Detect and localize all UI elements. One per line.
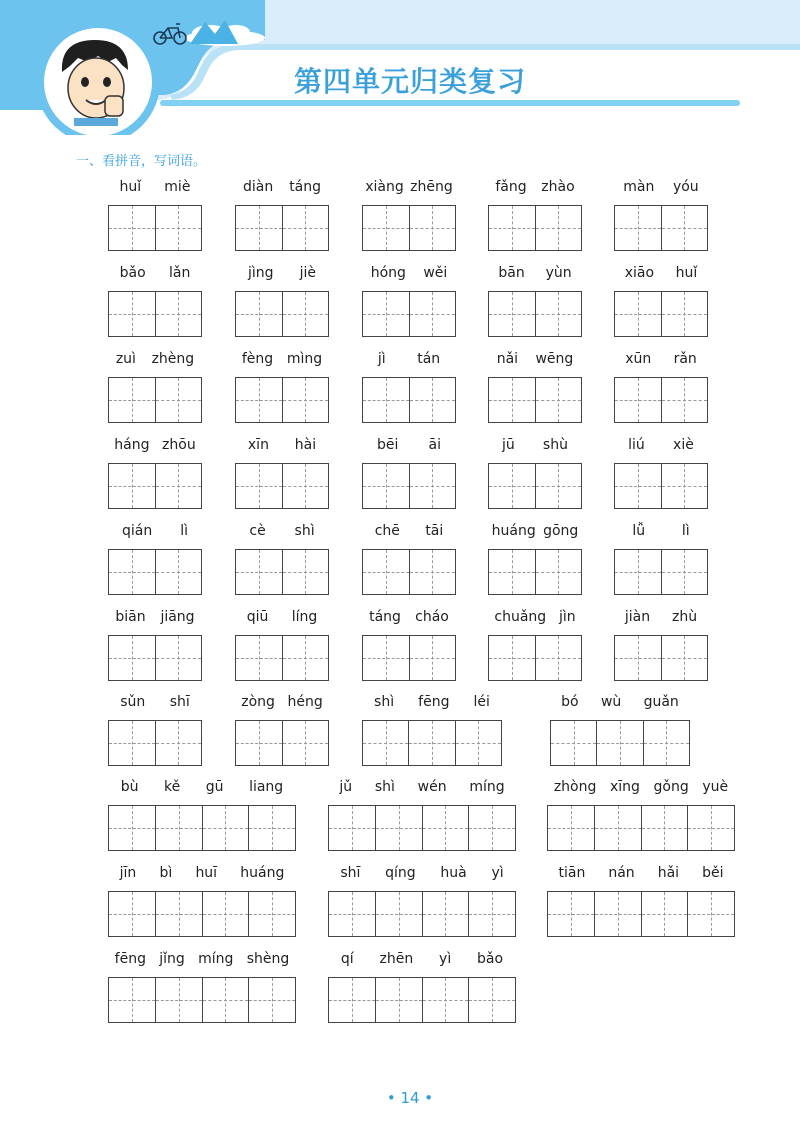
pinyin-label [328, 863, 516, 883]
tianzige-cell[interactable] [236, 464, 282, 508]
tianzige-cell[interactable] [548, 806, 594, 850]
tianzige-cell[interactable] [202, 978, 249, 1022]
tianzige-cell[interactable] [236, 292, 282, 336]
pinyin-label [550, 692, 690, 712]
tianzige-cell[interactable] [661, 464, 708, 508]
pinyin-syllable: hǎi [657, 865, 680, 881]
pinyin-label [488, 263, 582, 283]
pinyin-syllable: míng [469, 779, 505, 795]
pinyin-syllable: diàn [242, 179, 274, 195]
tianzige-cell[interactable] [363, 636, 409, 680]
pinyin-syllable: mìng [286, 351, 323, 367]
writing-box[interactable] [362, 635, 456, 681]
pinyin-syllable: jiàn [624, 609, 651, 625]
tianzige-cell[interactable] [363, 550, 409, 594]
writing-box[interactable] [362, 205, 456, 251]
pinyin-syllable: jǐng [159, 951, 185, 967]
pinyin-syllable: xiāo [624, 265, 655, 281]
tianzige-cell[interactable] [489, 550, 535, 594]
tianzige-cell[interactable] [329, 806, 375, 850]
pinyin-syllable: lǎn [169, 265, 191, 281]
tianzige-cell[interactable] [202, 806, 249, 850]
pinyin-syllable: léi [473, 694, 490, 710]
tianzige-cell[interactable] [422, 806, 469, 850]
pinyin-syllable: wù [600, 694, 622, 710]
pinyin-syllable: tiān [558, 865, 586, 881]
pinyin-syllable: chē [374, 523, 400, 539]
pinyin-syllable: jū [502, 437, 515, 453]
pinyin-label [614, 607, 708, 627]
tianzige-cell[interactable] [282, 721, 329, 765]
pinyin-syllable: bǎo [119, 265, 146, 281]
tianzige-cell[interactable] [535, 636, 582, 680]
pinyin-label [362, 435, 456, 455]
tianzige-cell[interactable] [155, 721, 202, 765]
pinyin-label [362, 263, 456, 283]
tianzige-cell[interactable] [155, 292, 202, 336]
writing-box[interactable] [108, 377, 202, 423]
tianzige-cell[interactable] [409, 206, 456, 250]
pinyin-syllable: shù [542, 437, 568, 453]
tianzige-cell[interactable] [551, 721, 596, 765]
tianzige-cell[interactable] [109, 292, 155, 336]
pinyin-syllable: héng [287, 694, 323, 710]
tianzige-cell[interactable] [615, 464, 661, 508]
tianzige-cell[interactable] [363, 292, 409, 336]
tianzige-cell[interactable] [661, 206, 708, 250]
writing-box[interactable] [235, 635, 329, 681]
tianzige-cell[interactable] [109, 550, 155, 594]
pinyin-syllable: zhào [541, 179, 575, 195]
pinyin-label [488, 435, 582, 455]
tianzige-cell[interactable] [615, 378, 661, 422]
tianzige-cell[interactable] [594, 806, 641, 850]
tianzige-cell[interactable] [535, 464, 582, 508]
pinyin-syllable: běi [702, 865, 724, 881]
pinyin-label [614, 349, 708, 369]
tianzige-cell[interactable] [329, 978, 375, 1022]
pinyin-syllable: zhēn [379, 951, 414, 967]
pinyin-label [235, 263, 329, 283]
pinyin-label [488, 349, 582, 369]
pinyin-syllable: shèng [246, 951, 290, 967]
pinyin-syllable: zhù [671, 609, 698, 625]
pinyin-label [488, 521, 582, 541]
tianzige-cell[interactable] [363, 721, 408, 765]
pinyin-label [362, 349, 456, 369]
tianzige-cell[interactable] [109, 464, 155, 508]
writing-box[interactable] [328, 891, 516, 937]
pinyin-syllable: líng [291, 609, 318, 625]
tianzige-cell[interactable] [489, 636, 535, 680]
writing-box[interactable] [235, 291, 329, 337]
tianzige-cell[interactable] [535, 292, 582, 336]
writing-box[interactable] [362, 549, 456, 595]
pinyin-syllable: liú [628, 437, 645, 453]
pinyin-syllable: hóng [370, 265, 406, 281]
pinyin-syllable: zhēng [410, 179, 453, 195]
pinyin-syllable: kě [164, 779, 181, 795]
tianzige-cell[interactable] [363, 206, 409, 250]
pinyin-syllable: nán [608, 865, 635, 881]
pinyin-syllable: zòng [241, 694, 275, 710]
tianzige-cell[interactable] [236, 721, 282, 765]
tianzige-cell[interactable] [109, 892, 155, 936]
tianzige-cell[interactable] [661, 636, 708, 680]
pinyin-syllable: huáng [240, 865, 285, 881]
writing-box[interactable] [108, 805, 296, 851]
writing-box[interactable] [108, 549, 202, 595]
tianzige-cell[interactable] [641, 892, 688, 936]
tianzige-cell[interactable] [363, 464, 409, 508]
pinyin-syllable: zhōu [162, 437, 196, 453]
writing-box[interactable] [235, 549, 329, 595]
pinyin-syllable: shī [340, 865, 361, 881]
pinyin-syllable: cháo [415, 609, 449, 625]
tianzige-cell[interactable] [489, 292, 535, 336]
pinyin-syllable: hài [294, 437, 317, 453]
tianzige-cell[interactable] [155, 806, 202, 850]
pinyin-syllable: fēng [418, 694, 450, 710]
pinyin-syllable: āi [428, 437, 441, 453]
pinyin-label [108, 263, 202, 283]
pinyin-syllable: qiū [246, 609, 269, 625]
pinyin-syllable: fēng [114, 951, 146, 967]
pinyin-syllable: táng [369, 609, 401, 625]
pinyin-syllable: miè [164, 179, 191, 195]
tianzige-cell[interactable] [422, 978, 469, 1022]
writing-box[interactable] [108, 463, 202, 509]
page-header [0, 0, 800, 135]
tianzige-cell[interactable] [594, 892, 641, 936]
writing-box[interactable] [108, 205, 202, 251]
pinyin-syllable: gōng [543, 523, 579, 539]
pinyin-syllable: zhòng [553, 779, 597, 795]
pinyin-syllable: gǒng [653, 779, 689, 795]
pinyin-syllable: wén [417, 779, 447, 795]
tianzige-cell[interactable] [282, 292, 329, 336]
writing-box[interactable] [614, 205, 708, 251]
pinyin-label [235, 435, 329, 455]
writing-box[interactable] [362, 291, 456, 337]
pinyin-syllable: zhèng [151, 351, 195, 367]
pinyin-label [488, 607, 582, 627]
pinyin-label [108, 521, 202, 541]
pinyin-syllable: huǐ [675, 265, 698, 281]
pinyin-syllable: huà [440, 865, 467, 881]
tianzige-cell[interactable] [109, 721, 155, 765]
tianzige-cell[interactable] [468, 806, 515, 850]
pinyin-syllable: míng [198, 951, 234, 967]
pinyin-label [328, 949, 516, 969]
tianzige-cell[interactable] [282, 636, 329, 680]
tianzige-cell[interactable] [155, 378, 202, 422]
writing-box[interactable] [614, 549, 708, 595]
pinyin-label [108, 435, 202, 455]
tianzige-cell[interactable] [329, 892, 375, 936]
pinyin-syllable: yì [439, 951, 452, 967]
tianzige-cell[interactable] [535, 378, 582, 422]
pinyin-syllable: xiè [673, 437, 694, 453]
pinyin-syllable: jīn [119, 865, 137, 881]
tianzige-cell[interactable] [248, 892, 295, 936]
pinyin-syllable: bù [120, 779, 139, 795]
tianzige-cell[interactable] [615, 636, 661, 680]
writing-box[interactable] [235, 377, 329, 423]
pinyin-syllable: shì [294, 523, 315, 539]
tianzige-cell[interactable] [489, 464, 535, 508]
pinyin-label [614, 177, 708, 197]
pinyin-syllable: jì [377, 351, 386, 367]
pinyin-label [235, 692, 329, 712]
tianzige-cell[interactable] [155, 464, 202, 508]
writing-box[interactable] [547, 891, 735, 937]
tianzige-cell[interactable] [661, 550, 708, 594]
tianzige-cell[interactable] [615, 550, 661, 594]
pinyin-syllable: yì [491, 865, 504, 881]
tianzige-cell[interactable] [282, 464, 329, 508]
pinyin-label [108, 949, 296, 969]
writing-box[interactable] [108, 977, 296, 1023]
writing-box[interactable] [362, 463, 456, 509]
tianzige-cell[interactable] [643, 721, 689, 765]
pinyin-label [235, 177, 329, 197]
pinyin-label [614, 435, 708, 455]
pinyin-syllable: xīn [247, 437, 269, 453]
pinyin-syllable: xiàng [365, 179, 404, 195]
tianzige-cell[interactable] [236, 206, 282, 250]
pinyin-syllable: guǎn [643, 694, 679, 710]
pinyin-syllable: nǎi [496, 351, 519, 367]
tianzige-cell[interactable] [248, 978, 295, 1022]
pinyin-label [108, 607, 202, 627]
page-title: 第四单元归类复习 [293, 65, 526, 98]
pinyin-syllable: yóu [672, 179, 699, 195]
writing-box[interactable] [235, 720, 329, 766]
tianzige-cell[interactable] [236, 378, 282, 422]
pinyin-label [108, 177, 202, 197]
pinyin-syllable: zuì [115, 351, 136, 367]
tianzige-cell[interactable] [155, 892, 202, 936]
tianzige-cell[interactable] [489, 378, 535, 422]
tianzige-cell[interactable] [282, 550, 329, 594]
tianzige-cell[interactable] [202, 892, 249, 936]
pinyin-syllable: màn [623, 179, 655, 195]
pinyin-label [108, 777, 296, 797]
pinyin-label [108, 863, 296, 883]
pinyin-syllable: qí [340, 951, 354, 967]
tianzige-cell[interactable] [615, 206, 661, 250]
tianzige-cell[interactable] [661, 292, 708, 336]
writing-box[interactable] [488, 635, 582, 681]
pinyin-label [362, 607, 456, 627]
pinyin-label [235, 349, 329, 369]
tianzige-cell[interactable] [363, 378, 409, 422]
pinyin-label [362, 177, 456, 197]
tianzige-cell[interactable] [109, 378, 155, 422]
pinyin-syllable: tāi [425, 523, 444, 539]
pinyin-syllable: jiè [299, 265, 316, 281]
pinyin-syllable: cè [249, 523, 266, 539]
pinyin-syllable: wēng [535, 351, 574, 367]
writing-box[interactable] [614, 291, 708, 337]
writing-box[interactable] [547, 805, 735, 851]
tianzige-cell[interactable] [535, 550, 582, 594]
tianzige-cell[interactable] [409, 464, 456, 508]
tianzige-cell[interactable] [282, 378, 329, 422]
pinyin-syllable: bǎo [477, 951, 504, 967]
pinyin-syllable: bó [561, 694, 579, 710]
tianzige-cell[interactable] [109, 978, 155, 1022]
pinyin-syllable: chuǎng [494, 609, 547, 625]
pinyin-label [235, 521, 329, 541]
tianzige-cell[interactable] [236, 550, 282, 594]
pinyin-syllable: fǎng [495, 179, 527, 195]
writing-box[interactable] [614, 463, 708, 509]
writing-box[interactable] [328, 977, 516, 1023]
writing-box[interactable] [488, 549, 582, 595]
writing-box[interactable] [488, 463, 582, 509]
pinyin-syllable: xīng [609, 779, 640, 795]
pinyin-syllable: táng [289, 179, 322, 195]
pinyin-syllable: huáng [491, 523, 536, 539]
writing-box[interactable] [108, 891, 296, 937]
pinyin-syllable: háng [114, 437, 150, 453]
pinyin-syllable: wěi [423, 265, 448, 281]
pinyin-syllable: sǔn [120, 694, 146, 710]
tianzige-cell[interactable] [687, 806, 734, 850]
pinyin-syllable: rǎn [673, 351, 697, 367]
tianzige-cell[interactable] [409, 636, 456, 680]
tianzige-cell[interactable] [687, 892, 734, 936]
tianzige-cell[interactable] [155, 206, 202, 250]
tianzige-cell[interactable] [375, 978, 422, 1022]
pinyin-label [235, 607, 329, 627]
exercise-instruction: 一、看拼音，写词语。 [76, 154, 207, 169]
writing-box[interactable] [235, 205, 329, 251]
tianzige-cell[interactable] [408, 721, 454, 765]
tianzige-cell[interactable] [248, 806, 295, 850]
writing-box[interactable] [235, 463, 329, 509]
pinyin-label [547, 863, 735, 883]
tianzige-cell[interactable] [596, 721, 642, 765]
pinyin-syllable: lì [180, 523, 188, 539]
tianzige-cell[interactable] [468, 892, 515, 936]
writing-box[interactable] [614, 635, 708, 681]
pinyin-syllable: qián [121, 523, 153, 539]
writing-box[interactable] [362, 720, 502, 766]
tianzige-cell[interactable] [455, 721, 501, 765]
pinyin-syllable: shì [374, 779, 395, 795]
tianzige-cell[interactable] [661, 378, 708, 422]
tianzige-cell[interactable] [109, 636, 155, 680]
tianzige-cell[interactable] [535, 206, 582, 250]
pinyin-syllable: yuè [702, 779, 729, 795]
pinyin-syllable: huī [195, 865, 218, 881]
writing-box[interactable] [488, 291, 582, 337]
pinyin-syllable: qíng [385, 865, 416, 881]
pinyin-label [614, 263, 708, 283]
pinyin-syllable: jìn [558, 609, 576, 625]
tianzige-cell[interactable] [468, 978, 515, 1022]
tianzige-cell[interactable] [409, 550, 456, 594]
pinyin-syllable: biān [115, 609, 146, 625]
page-number: • 14 • [386, 1089, 434, 1107]
tianzige-cell[interactable] [236, 636, 282, 680]
tianzige-cell[interactable] [282, 206, 329, 250]
pinyin-syllable: lǚ [632, 523, 646, 539]
pinyin-label [328, 777, 516, 797]
pinyin-syllable: yùn [545, 265, 572, 281]
tianzige-cell[interactable] [109, 806, 155, 850]
writing-box[interactable] [108, 291, 202, 337]
pinyin-label [614, 521, 708, 541]
tianzige-cell[interactable] [155, 550, 202, 594]
pinyin-syllable: fèng [241, 351, 274, 367]
pinyin-label [108, 692, 202, 712]
writing-box[interactable] [614, 377, 708, 423]
tianzige-cell[interactable] [489, 206, 535, 250]
pinyin-syllable: shì [374, 694, 395, 710]
tianzige-cell[interactable] [155, 636, 202, 680]
pinyin-syllable: huǐ [119, 179, 142, 195]
tianzige-cell[interactable] [409, 378, 456, 422]
pinyin-label [547, 777, 735, 797]
tianzige-cell[interactable] [422, 892, 469, 936]
pinyin-syllable: jiāng [160, 609, 195, 625]
writing-box[interactable] [328, 805, 516, 851]
tianzige-cell[interactable] [409, 292, 456, 336]
writing-box[interactable] [488, 205, 582, 251]
pinyin-syllable: jìng [248, 265, 274, 281]
writing-box[interactable] [488, 377, 582, 423]
tianzige-cell[interactable] [641, 806, 688, 850]
writing-box[interactable] [108, 720, 202, 766]
pinyin-label [488, 177, 582, 197]
pinyin-label [362, 692, 502, 712]
tianzige-cell[interactable] [375, 806, 422, 850]
pinyin-syllable: bì [159, 865, 173, 881]
pinyin-syllable: jǔ [339, 779, 353, 795]
tianzige-cell[interactable] [109, 206, 155, 250]
tianzige-cell[interactable] [375, 892, 422, 936]
pinyin-syllable: gū [205, 779, 224, 795]
writing-box[interactable] [108, 635, 202, 681]
pinyin-syllable: liang [249, 779, 284, 795]
pinyin-syllable: lì [681, 523, 690, 539]
tianzige-cell[interactable] [548, 892, 594, 936]
pinyin-label [362, 521, 456, 541]
pinyin-syllable: shī [169, 694, 190, 710]
tianzige-cell[interactable] [155, 978, 202, 1022]
pinyin-syllable: xūn [625, 351, 652, 367]
pinyin-syllable: bēi [377, 437, 399, 453]
pinyin-syllable: bān [498, 265, 525, 281]
pinyin-label [108, 349, 202, 369]
writing-box[interactable] [550, 720, 690, 766]
tianzige-cell[interactable] [615, 292, 661, 336]
writing-box[interactable] [362, 377, 456, 423]
pinyin-syllable: tán [417, 351, 441, 367]
